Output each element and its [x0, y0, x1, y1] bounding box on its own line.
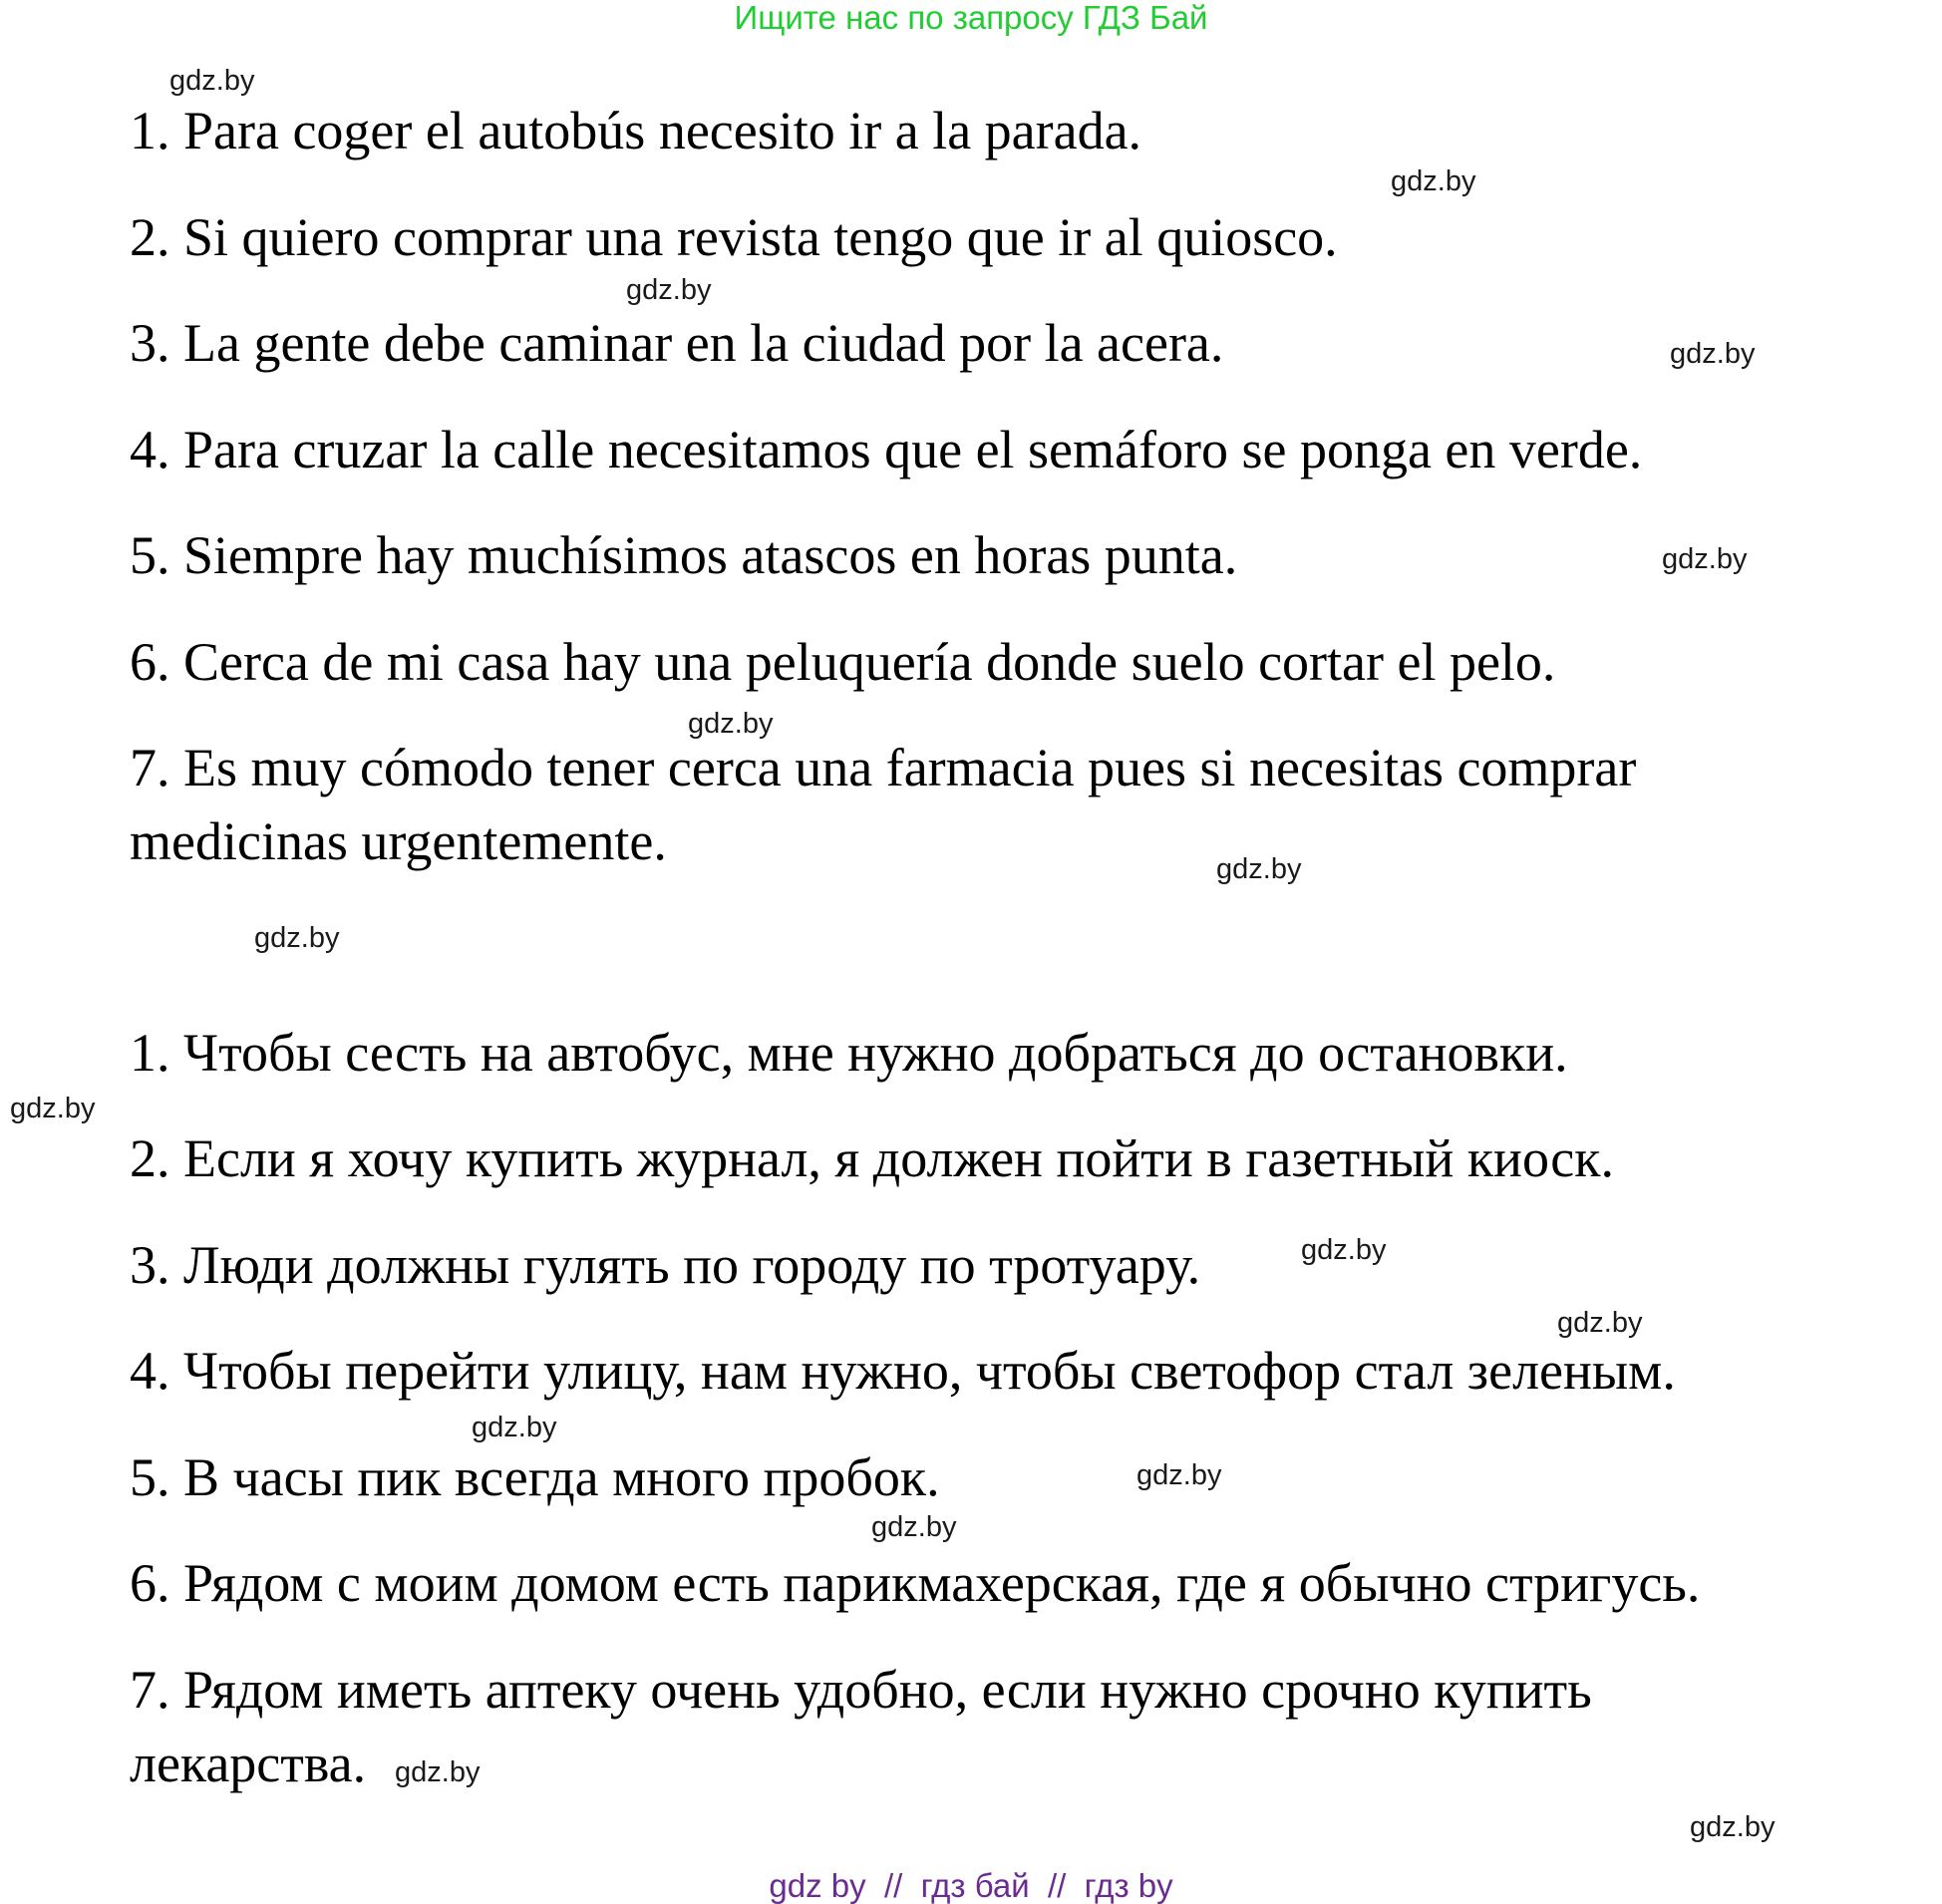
spanish-sentence-6: 6. Cerca de mi casa hay una peluquería donde suelo cortar el pelo. [130, 632, 1556, 692]
watermark: gdz.by [626, 274, 712, 306]
watermark: gdz.by [1557, 1307, 1643, 1339]
watermark: gdz.by [254, 922, 340, 954]
site-banner: Ищите нас по запросу ГДЗ Бай [734, 0, 1208, 36]
russian-sentence-4: 4. Чтобы перейти улицу, нам нужно, чтобы светофор стал зеленым. [130, 1341, 1676, 1401]
watermark: gdz.by [1662, 543, 1748, 575]
spanish-sentence-7-continued: medicinas urgentemente. [130, 811, 667, 871]
spanish-sentence-5: 5. Siempre hay muchísimos atascos en horas punta. [130, 525, 1238, 585]
watermark: gdz.by [1216, 853, 1302, 885]
watermark: gdz.by [1301, 1234, 1387, 1266]
watermark: gdz.by [1690, 1811, 1776, 1843]
spanish-sentence-3: 3. La gente debe caminar en la ciudad por la acera. [130, 313, 1224, 373]
russian-sentence-1: 1. Чтобы сесть на автобус, мне нужно добраться до остановки. [130, 1023, 1568, 1083]
watermark: gdz.by [1391, 165, 1476, 197]
russian-sentence-6: 6. Рядом с моим домом есть парикмахерская, где я обычно стригусь. [130, 1553, 1701, 1613]
russian-sentence-7: 7. Рядом иметь аптеку очень удобно, если нужно срочно купить [130, 1660, 1592, 1720]
watermark: gdz.by [871, 1511, 957, 1543]
watermark: gdz.by [688, 708, 774, 740]
russian-sentence-7-continued: лекарства. [130, 1734, 367, 1793]
russian-sentence-5: 5. В часы пик всегда много пробок. [130, 1447, 940, 1507]
russian-sentence-2: 2. Если я хочу купить журнал, я должен пойти в газетный киоск. [130, 1128, 1615, 1188]
watermark: gdz.by [169, 65, 255, 97]
watermark: gdz.by [472, 1412, 557, 1443]
spanish-sentence-7: 7. Es muy cómodo tener cerca una farmacia pues si necesitas comprar [130, 738, 1637, 797]
spanish-sentence-2: 2. Si quiero comprar una revista tengo que ir al quiosco. [130, 207, 1338, 267]
watermark: gdz.by [1670, 338, 1756, 370]
watermark: gdz.by [1136, 1459, 1222, 1491]
watermark: gdz.by [395, 1756, 481, 1788]
watermark: gdz.by [10, 1093, 96, 1124]
russian-sentence-3: 3. Люди должны гулять по городу по тротуару. [130, 1235, 1201, 1295]
spanish-sentence-1: 1. Para coger el autobús necesito ir a la parada. [130, 101, 1142, 160]
spanish-sentence-4: 4. Para cruzar la calle necesitamos que el semáforo se ponga en verde. [130, 420, 1643, 479]
site-footer: gdz by // гдз бай // гдз by [769, 1867, 1173, 1904]
